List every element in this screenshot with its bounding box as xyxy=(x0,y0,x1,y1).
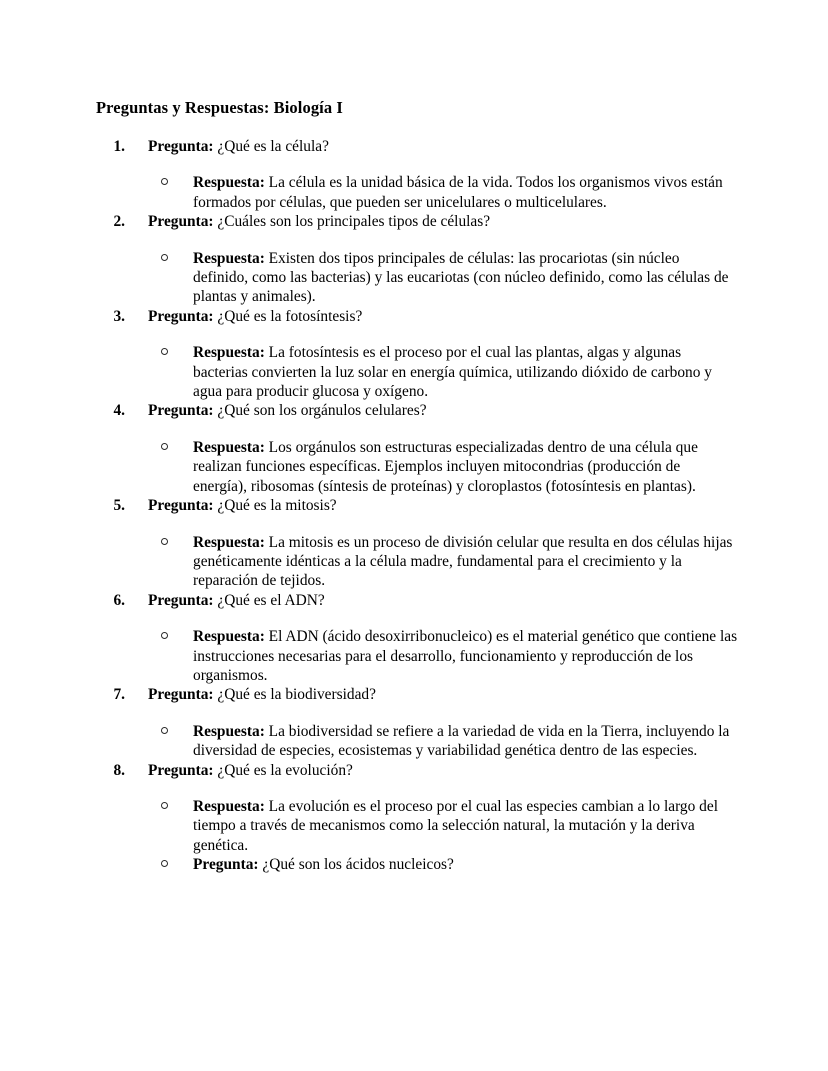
sub-item-text: ¿Qué son los ácidos nucleicos? xyxy=(258,856,454,874)
list-item xyxy=(0,343,828,401)
question-label: Pregunta: xyxy=(148,307,214,325)
question-text: ¿Cuáles son los principales tipos de células? xyxy=(213,213,491,231)
sub-item-label: Respuesta: xyxy=(193,249,265,267)
list-item xyxy=(0,627,828,685)
qa-item xyxy=(0,137,828,212)
list-number: 2. xyxy=(113,213,125,231)
question-line xyxy=(0,591,828,610)
sub-bullet-list xyxy=(0,343,828,401)
question-label: Pregunta: xyxy=(148,497,214,515)
sub-item-text: La mitosis es un proceso de división celular que resulta en dos células hijas genéticamente idénticas a la célula madre, fundamental para el crecimiento y la reparación de tejidos. xyxy=(193,533,733,590)
question-line xyxy=(0,761,828,780)
question-text: ¿Qué es la fotosíntesis? xyxy=(213,307,363,325)
qa-item xyxy=(0,401,828,496)
sub-item-label: Pregunta: xyxy=(193,856,259,874)
question-line xyxy=(0,307,828,326)
page-title: Preguntas y Respuestas: Biología I xyxy=(96,98,343,117)
sub-item-text: La evolución es el proceso por el cual las especies cambian a lo largo del tiempo a través de mecanismos como la selección natural, la mutación y la deriva genética. xyxy=(193,797,718,854)
question-label: Pregunta: xyxy=(148,761,214,779)
list-item xyxy=(0,797,828,855)
question-text: ¿Qué es la célula? xyxy=(213,138,329,155)
qa-item xyxy=(0,591,828,686)
qa-item xyxy=(0,761,828,875)
question-line xyxy=(0,401,828,420)
qa-item xyxy=(0,307,828,402)
sub-item-label: Respuesta: xyxy=(193,438,265,456)
sub-item-text: Existen dos tipos principales de células: las procariotas (sin núcleo definido, como las bacterias) y las eucariotas (con núcleo definido, como las células de plantas y animales). xyxy=(193,249,729,306)
question-label: Pregunta: xyxy=(148,213,214,231)
question-label: Pregunta: xyxy=(148,686,214,704)
question-label: Pregunta: xyxy=(148,402,214,420)
question-label: Pregunta: xyxy=(148,138,214,155)
list-number: 5. xyxy=(113,497,125,515)
circle-bullet-icon xyxy=(161,855,173,874)
question-text: ¿Qué es la biodiversidad? xyxy=(213,686,376,704)
sub-item-label: Respuesta: xyxy=(193,797,265,815)
question-text: ¿Qué son los orgánulos celulares? xyxy=(213,402,427,420)
question-line xyxy=(0,685,828,704)
sub-bullet-list xyxy=(0,722,828,761)
circle-bullet-icon xyxy=(161,249,173,268)
circle-bullet-icon xyxy=(161,173,173,192)
sub-item-text: La fotosíntesis es el proceso por el cual las plantas, algas y algunas bacterias convierten la luz solar en energía química, utilizando dióxido de carbono y agua para producir glucosa y oxígeno. xyxy=(193,344,712,401)
list-number: 8. xyxy=(113,761,125,779)
list-number: 7. xyxy=(113,686,125,704)
sub-item-label: Respuesta: xyxy=(193,174,265,192)
circle-bullet-icon xyxy=(161,722,173,741)
question-label: Pregunta: xyxy=(148,591,214,609)
circle-bullet-icon xyxy=(161,797,173,816)
circle-bullet-icon xyxy=(161,533,173,552)
sub-bullet-list xyxy=(0,438,828,496)
sub-item-label: Respuesta: xyxy=(193,533,265,551)
qa-item xyxy=(0,496,828,591)
sub-item-label: Respuesta: xyxy=(193,344,265,362)
question-text: ¿Qué es el ADN? xyxy=(213,591,325,609)
circle-bullet-icon xyxy=(161,438,173,457)
question-line xyxy=(0,212,828,231)
list-number: 1. xyxy=(113,138,125,155)
sub-bullet-list xyxy=(0,249,828,307)
qa-ordered-list xyxy=(0,137,828,875)
sub-item-label: Respuesta: xyxy=(193,628,265,646)
circle-bullet-icon xyxy=(161,627,173,646)
list-item xyxy=(0,533,828,591)
qa-item xyxy=(0,212,828,307)
sub-item-text: Los orgánulos son estructuras especializadas dentro de una célula que realizan funciones específicas. Ejemplos incluyen mitocondrias (producción de energía), ribosomas (síntesis de proteínas) y cloroplastos (fotosíntesis en plantas). xyxy=(193,438,698,495)
sub-item-text: La célula es la unidad básica de la vida. Todos los organismos vivos están formados por células, que pueden ser unicelulares o multicelulares. xyxy=(193,174,723,211)
list-number: 6. xyxy=(113,591,125,609)
question-line xyxy=(0,137,828,156)
list-number: 4. xyxy=(113,402,125,420)
question-text: ¿Qué es la evolución? xyxy=(213,761,353,779)
qa-item xyxy=(0,685,828,760)
list-item xyxy=(0,855,828,874)
question-text: ¿Qué es la mitosis? xyxy=(213,497,337,515)
circle-bullet-icon xyxy=(161,343,173,362)
sub-item-text: El ADN (ácido desoxirribonucleico) es el material genético que contiene las instrucciones necesarias para el desarrollo, funcionamiento y reproducción de los organismos. xyxy=(193,628,738,684)
sub-bullet-list xyxy=(0,627,828,685)
sub-item-text: La biodiversidad se refiere a la variedad de vida en la Tierra, incluyendo la diversidad de especies, ecosistemas y variabilidad genética dentro de las especies. xyxy=(193,722,730,760)
sub-bullet-list xyxy=(0,797,828,875)
sub-bullet-list xyxy=(0,533,828,591)
list-number: 3. xyxy=(113,307,125,325)
sub-bullet-list xyxy=(0,173,828,212)
question-line xyxy=(0,496,828,515)
sub-item-label: Respuesta: xyxy=(193,722,265,740)
list-item xyxy=(0,438,828,496)
list-item xyxy=(0,249,828,307)
list-item xyxy=(0,173,828,212)
list-item xyxy=(0,722,828,761)
